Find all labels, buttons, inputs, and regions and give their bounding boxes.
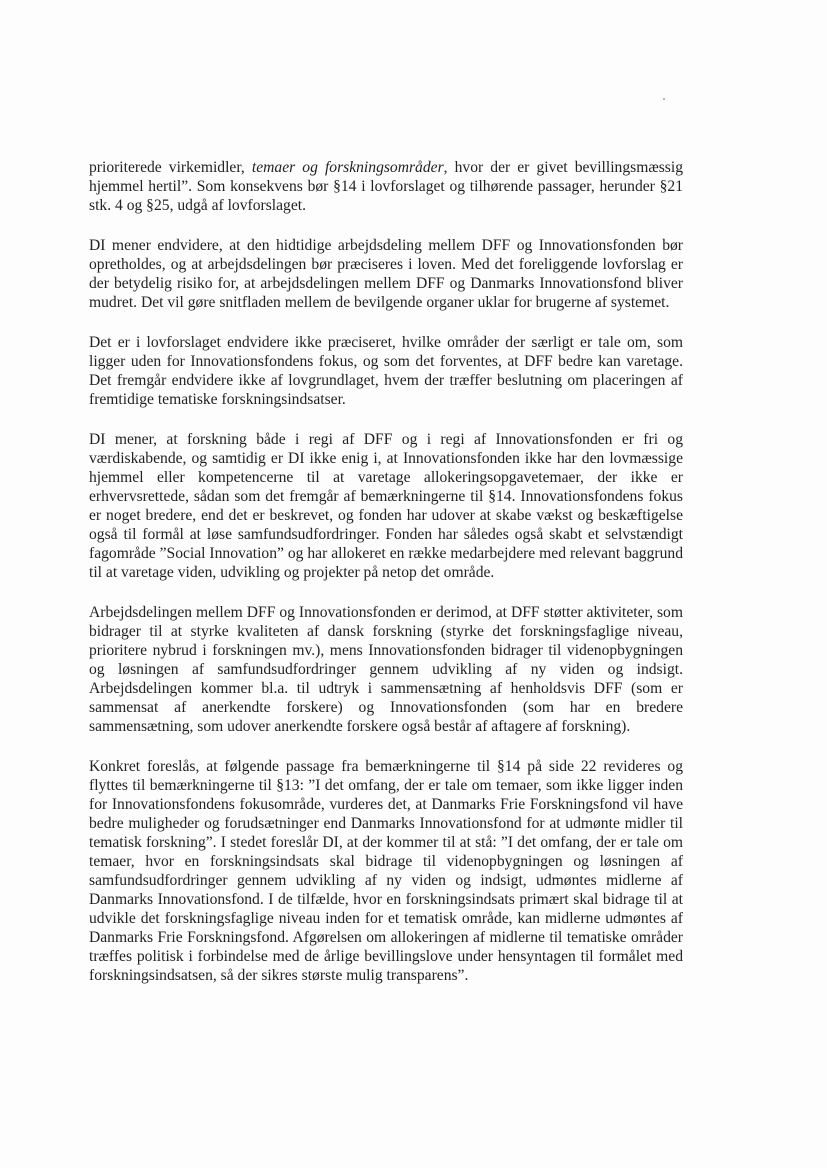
text-run: , hvor der er givet bevillingsmæssig hjemmel hertil”. Som konsekvens bør §14 i lovforslaget og tilhørende passager, herunder §21 stk. 4 og §25, udgå af lovforslaget.: [89, 159, 683, 214]
text-run: Konkret foreslås, at følgende passage fra bemærkningerne til §14 på side 22 revideres og flyttes til bemærkningerne til §13: ”I det omfang, der er tale om temaer, som ikke ligger inden for Innovationsfondens fokusområde, vurderes det, at Danmarks Frie Forskningsfond vil have bedre muligheder og forudsætninger end Danmarks Innovationsfond for at udmønte midler til tematisk forskning”. I stedet foreslår DI, at der kommer til at stå: ”I det omfang, der er tale om temaer, hvor en forskningsindsats skal bidrage til videnopbygningen og løsningen af samfundsudfordringer gennem udvikling af ny viden og indsigt, udmøntes midlerne af Danmarks Innovationsfond. I de tilfælde, hvor en forskningsindsats primært skal bidrage til at udvikle det forskningsfaglige niveau inden for et tematisk område, kan midlerne udmøntes af Danmarks Frie Forskningsfond. Afgørelsen om allokeringen af midlerne til tematiske områder træffes politisk i forbindelse med de årlige bevillingslove under hensyntagen til formålet med forskningsindsatsen, så der sikres største mulig transparens”.: [89, 758, 683, 984]
text-run: Det er i lovforslaget endvidere ikke præciseret, hvilke områder der særligt er tale om, som ligger uden for Innovationsfondens fokus, og som det forventes, at DFF bedre kan varetage. Det fremgår endvidere ikke af lovgrundlaget, hvem der træffer beslutning om placeringen af fremtidige tematiske forskningsindsatser.: [89, 334, 683, 408]
text-run: DI mener endvidere, at den hidtidige arbejdsdeling mellem DFF og Innovationsfonden bør opretholdes, og at arbejdsdelingen bør præciseres i loven. Med det foreliggende lovforslag er der betydelig risiko for, at arbejdsdelingen mellem DFF og Danmarks Innovationsfond bliver mudret. Det vil gøre snitfladen mellem de bevilgende organer uklar for brugerne af systemet.: [89, 237, 683, 311]
text-run: prioriterede virkemidler,: [89, 159, 252, 176]
document-body: [89, 158, 683, 1006]
text-run: DI mener, at forskning både i regi af DFF og i regi af Innovationsfonden er fri og værdiskabende, og samtidig er DI ikke enig i, at Innovationsfonden ikke har den lovmæssige hjemmel eller kompetencerne til at varetage allokeringsopgavetemaer, der ikke er erhvervsrettede, sådan som det fremgår af bemærkningerne til §14. Innovationsfondens fokus er noget bredere, end det er beskrevet, og fonden har udover at skabe vækst og beskæftigelse også til formål at løse samfundsudfordringer. Fonden har således også skabt et selvstændigt fagområde ”Social Innovation” og har allokeret en række medarbejdere med relevant baggrund til at varetage viden, udvikling og projekter på netop det område.: [89, 431, 683, 581]
paragraph: [89, 333, 683, 409]
paragraph: [89, 236, 683, 312]
text-run-italic: temaer og forskningsområder: [251, 159, 444, 176]
paragraph: [89, 158, 683, 215]
text-run: Arbejdsdelingen mellem DFF og Innovationsfonden er derimod, at DFF støtter aktiviteter, som bidrager til at styrke kvaliteten af dansk forskning (styrke det forskningsfaglige niveau, prioritere nybrud i forskningen mv.), mens Innovationsfonden bidrager til videnopbygningen og løsningen af samfundsudfordringer gennem udvikling af ny viden og indsigt. Arbejdsdelingen kommer bl.a. til udtryk i sammensætning af henholdsvis DFF (som er sammensat af anerkendte forskere) og Innovationsfonden (som har en bredere sammensætning, som udover anerkendte forskere også består af aftagere af forskning).: [89, 604, 683, 735]
paragraph: [89, 603, 683, 736]
scan-speck: [663, 98, 665, 100]
paragraph: [89, 430, 683, 582]
paragraph: [89, 757, 683, 985]
